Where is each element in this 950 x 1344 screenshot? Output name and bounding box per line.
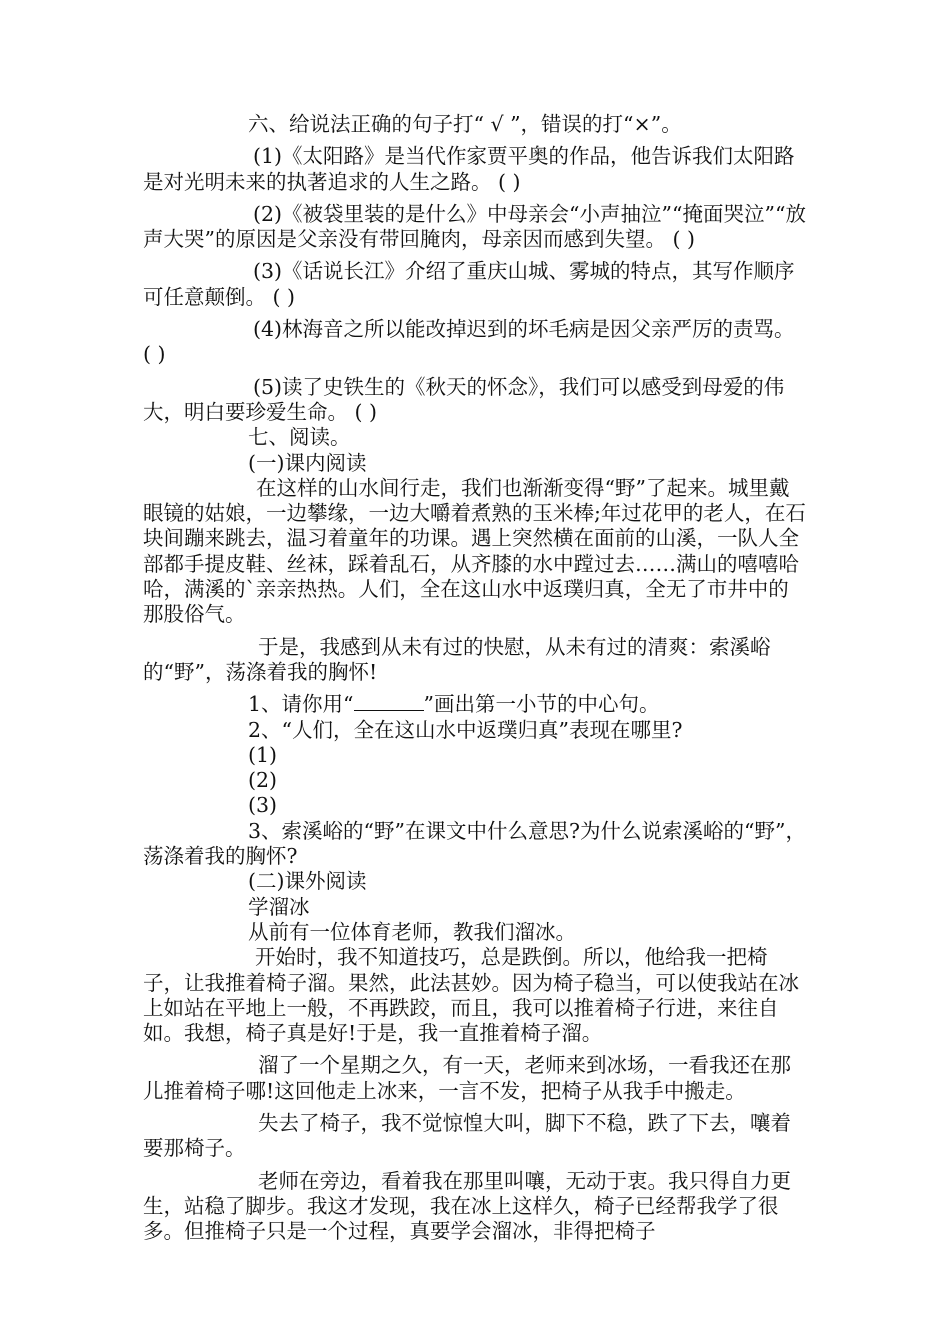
judgment-item: (2)《被袋里装的是什么》中母亲会“小声抽泣”“掩面哭泣”“放声大哭”的原因是父亲没有带回腌肉，母亲因而感到失望。 ( ) — [143, 201, 806, 252]
judgment-item: (4)林海音之所以能改掉迟到的坏毛病是因父亲严厉的责骂。 ( ) — [143, 317, 795, 367]
question-2: 2、“人们，全在这山水中返璞归真”表现在哪里? — [248, 717, 683, 742]
part-1-title: (一)课内阅读 — [248, 450, 367, 475]
spacer — [143, 1104, 808, 1111]
answer-line: (3) — [248, 793, 278, 818]
question-1-suffix: ”画出第一小节的中心句。 — [423, 692, 660, 717]
section-6-title: 六、给说法正确的句子打“ √ ”，错误的打“×”。 — [248, 112, 682, 136]
section-7-title: 七、阅读。 — [248, 425, 351, 450]
spacer — [143, 368, 808, 375]
story-paragraph: 开始时，我不知道技巧，总是跌倒。所以，他给我一把椅子，让我推着椅子溜。果然，此法甚妙。因为椅子稳当，可以使我站在冰上如站在平地上一般，不再跌跤，而且，我可以推着椅子行进，来往自如。我想，椅子真是好!于是，我一直推着椅子溜。 — [143, 945, 799, 1046]
spacer — [143, 628, 808, 635]
underline-blank — [354, 696, 424, 711]
document-body — [143, 112, 808, 1244]
spacer — [143, 137, 808, 144]
spacer — [143, 1046, 808, 1053]
story-paragraph: 从前有一位体育老师，教我们溜冰。 — [248, 919, 576, 944]
story-paragraph: 老师在旁边，看着我在那里叫嚷，无动于衷。我只得自力更生，站稳了脚步。我这才发现，我在冰上这样久，椅子已经帮我学了很多。但推椅子只是一个过程，真要学会溜冰，非得把椅子 — [143, 1168, 791, 1244]
question-1-prefix: 1、请你用“ — [248, 692, 354, 717]
spacer — [143, 195, 808, 202]
story-title: 学溜冰 — [248, 894, 310, 919]
spacer — [143, 1162, 808, 1169]
spacer — [143, 252, 808, 259]
answer-line: (2) — [248, 768, 278, 793]
judgment-item: (1)《太阳路》是当代作家贾平奥的作品，他告诉我们太阳路是对光明未来的执著追求的人生之路。 ( ) — [143, 144, 795, 194]
answer-line: (1) — [248, 742, 278, 767]
judgment-item: (3)《话说长江》介绍了重庆山城、雾城的特点，其写作顺序可任意颠倒。 ( ) — [143, 259, 795, 309]
passage-paragraph: 在这样的山水间行走，我们也渐渐变得“野”了起来。城里戴眼镜的姑娘，一边攀缘，一边大嚼着煮熟的玉米棒;年过花甲的老人，在石块间蹦来跳去，温习着童年的功课。遇上突然横在面前的山溪，一队人全部都手提皮鞋、丝袜，踩着乱石，从齐膝的水中蹚过去……满山的嘻嘻哈哈，满溪的`亲亲热热。人们，全在这山水中返璞归真，全无了市井中的那股俗气。 — [143, 475, 806, 627]
question-3: 3、索溪峪的“野”在课文中什么意思?为什么说索溪峪的“野”，荡涤着我的胸怀? — [143, 818, 806, 869]
story-paragraph: 失去了椅子，我不觉惊惶大叫，脚下不稳，跌了下去，嚷着要那椅子。 — [143, 1110, 791, 1161]
passage-paragraph: 于是，我感到从未有过的快慰，从未有过的清爽：索溪峪的“野”，荡涤着我的胸怀! — [143, 634, 771, 684]
story-paragraph: 溜了一个星期之久，有一天，老师来到冰场，一看我还在那儿推着椅子哪!这回他走上冰来，一言不发，把椅子从我手中搬走。 — [143, 1053, 791, 1103]
spacer — [143, 685, 808, 692]
question-1 — [143, 692, 808, 717]
part-2-title: (二)课外阅读 — [248, 869, 367, 894]
spacer — [143, 310, 808, 317]
judgment-item: (5)读了史铁生的《秋天的怀念》，我们可以感受到母爱的伟大，明白要珍爱生命。 ( ) — [143, 374, 785, 424]
